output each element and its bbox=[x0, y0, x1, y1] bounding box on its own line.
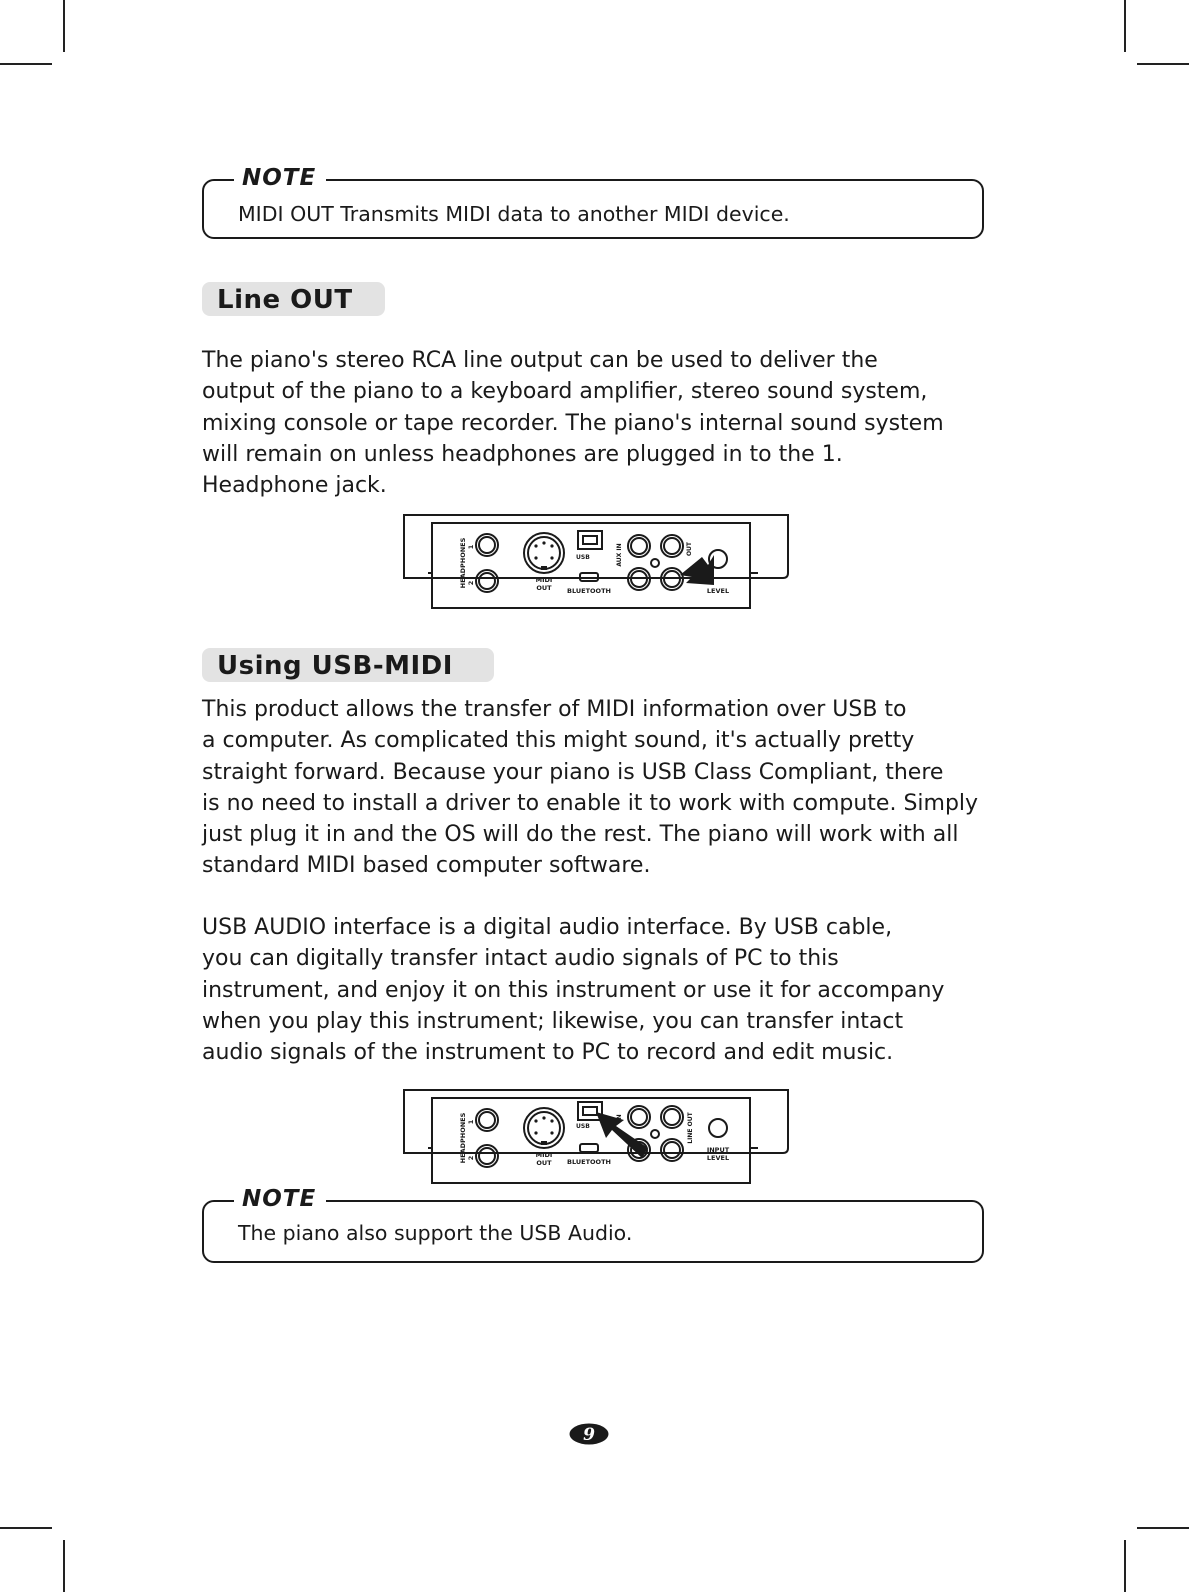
crop-mark bbox=[63, 0, 65, 52]
text-line: a computer. As complicated this might sound, it's actually pretty bbox=[202, 728, 915, 754]
note-text: MIDI OUT Transmits MIDI data to another MIDI device. bbox=[238, 202, 790, 226]
headphones-label: HEADPHONES bbox=[459, 537, 467, 589]
jack-1-label: 1 bbox=[467, 1119, 475, 1125]
jack-2-label: 2 bbox=[467, 1155, 475, 1161]
crop-mark bbox=[1137, 63, 1189, 65]
text-line: Headphone jack. bbox=[202, 473, 387, 499]
note-label: NOTE bbox=[234, 1186, 326, 1212]
input-label: INPUT bbox=[706, 1146, 730, 1154]
aux-in-label: AUX IN bbox=[616, 543, 623, 567]
bluetooth-label: BLUETOOTH bbox=[567, 1158, 611, 1166]
note-box bbox=[202, 1186, 984, 1263]
text-line: This product allows the transfer of MIDI information over USB to bbox=[202, 697, 907, 722]
line-out-label: LINE OUT bbox=[687, 1112, 694, 1144]
text-line: The piano's stereo RCA line output can be used to deliver the bbox=[202, 348, 878, 373]
crop-mark bbox=[63, 1540, 65, 1592]
line-out-paragraph bbox=[202, 345, 1042, 501]
midi-label: MIDI bbox=[535, 1151, 553, 1159]
text-line: instrument, and enjoy it on this instrument or use it for accompany bbox=[202, 977, 945, 1003]
text-line: when you play this instrument; likewise, you can transfer intact bbox=[202, 1008, 904, 1034]
crop-mark bbox=[1137, 1527, 1189, 1529]
note-box bbox=[202, 165, 984, 239]
crop-mark bbox=[0, 1527, 52, 1529]
text-line: USB AUDIO interface is a digital audio interface. By USB cable, bbox=[202, 915, 893, 940]
bluetooth-label: BLUETOOTH bbox=[567, 587, 611, 595]
usb-audio-paragraph bbox=[202, 912, 1042, 1068]
midi-out-label: OUT bbox=[536, 1159, 552, 1167]
text-line: will remain on unless headphones are plugged in to the 1. bbox=[202, 441, 843, 467]
midi-label: MIDI bbox=[535, 576, 553, 584]
text-line: standard MIDI based computer software. bbox=[202, 853, 651, 879]
crop-mark bbox=[1124, 0, 1126, 52]
text-line: just plug it in and the OS will do the rest. The piano will work with all bbox=[202, 822, 959, 848]
jack-1-label: 1 bbox=[467, 544, 475, 550]
note-label: NOTE bbox=[234, 165, 326, 191]
usb-midi-paragraph bbox=[202, 694, 1042, 882]
text-line: output of the piano to a keyboard amplifier, stereo sound system, bbox=[202, 379, 928, 405]
usb-label: USB bbox=[576, 1123, 590, 1130]
page-number: 9 bbox=[583, 1425, 595, 1445]
usb-label: USB bbox=[576, 554, 590, 561]
jack-2-label: 2 bbox=[467, 580, 475, 586]
text-line: is no need to install a driver to enable it to work with compute. Simply bbox=[202, 790, 979, 816]
rear-panel-diagram-line-out bbox=[402, 513, 790, 613]
note-text: The piano also support the USB Audio. bbox=[238, 1221, 633, 1245]
section-heading-line-out: Line OUT bbox=[202, 282, 385, 316]
out-label: OUT bbox=[686, 541, 693, 557]
text-line: audio signals of the instrument to PC to record and edit music. bbox=[202, 1040, 894, 1066]
text-line: you can digitally transfer intact audio signals of PC to this bbox=[202, 946, 839, 972]
crop-mark bbox=[1124, 1540, 1126, 1592]
aux-in-label: IN bbox=[616, 1114, 623, 1122]
text-line: straight forward. Because your piano is USB Class Compliant, there bbox=[202, 759, 944, 785]
text-line: mixing console or tape recorder. The piano's internal sound system bbox=[202, 410, 944, 436]
rear-panel-diagram-usb bbox=[402, 1088, 790, 1188]
page-number-badge bbox=[569, 1423, 609, 1445]
section-heading-usb-midi: Using USB-MIDI bbox=[202, 648, 494, 682]
crop-mark bbox=[0, 63, 52, 65]
level-label: LEVEL bbox=[706, 587, 730, 595]
midi-out-label: OUT bbox=[536, 584, 552, 592]
headphones-label: HEADPHONES bbox=[459, 1112, 467, 1164]
level-label: LEVEL bbox=[706, 1154, 730, 1162]
